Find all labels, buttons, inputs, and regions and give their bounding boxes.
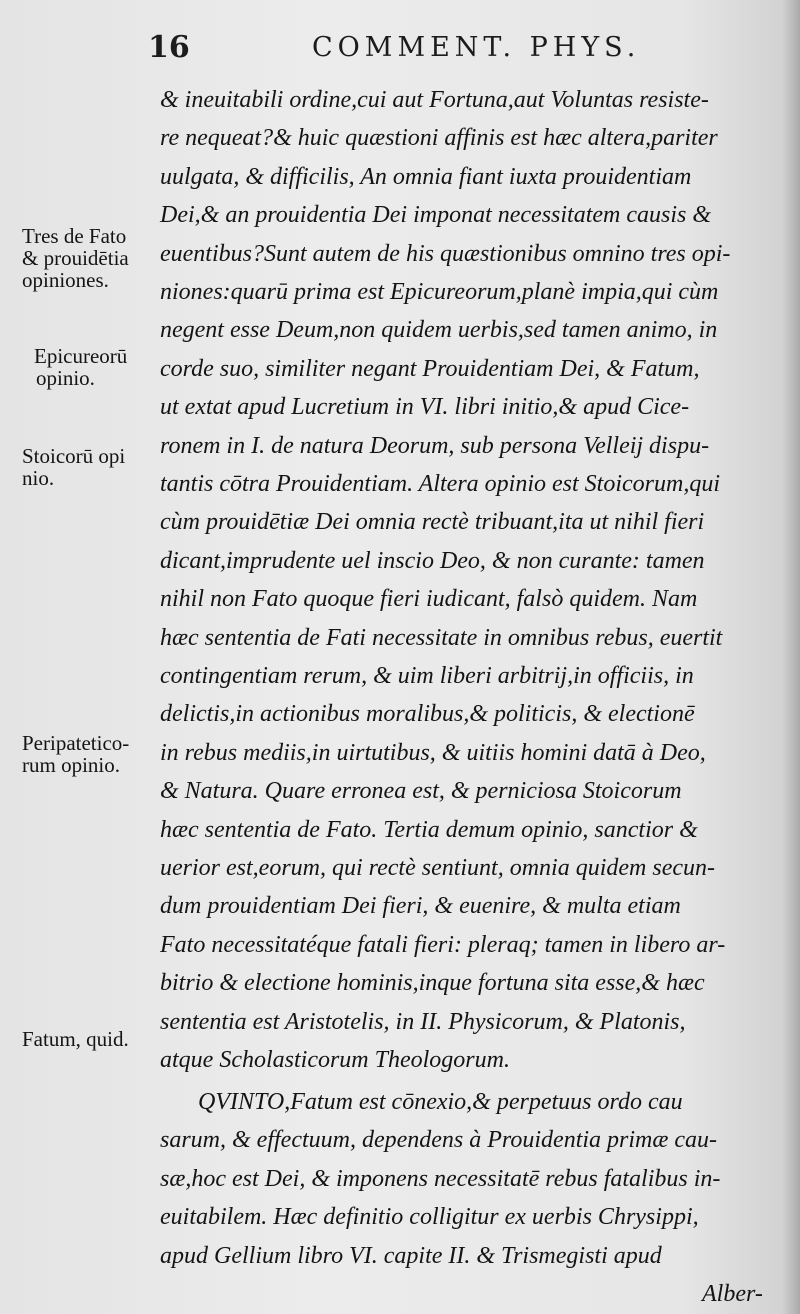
margin-note-line: Fatum, quid. bbox=[22, 1027, 129, 1051]
text-line: hæc sententia de Fati necessitate in omnibus rebus, euertit bbox=[160, 624, 723, 651]
text-line: corde suo, similiter negant Prouidentiam Dei, & Fatum, bbox=[160, 355, 700, 382]
text-line: niones:quarū prima est Epicureorum,planè impia,qui cùm bbox=[160, 279, 719, 305]
margin-note-fatum-quid bbox=[22, 1028, 160, 1050]
text-line: & ineuitabili ordine,cui aut Fortuna,aut Voluntas resiste- bbox=[160, 87, 709, 113]
margin-note-line: & prouidētia bbox=[22, 246, 129, 270]
text-line: apud Gellium libro VI. capite II. & Trismegisti apud bbox=[160, 1242, 662, 1269]
text-line: uerior est,eorum, qui rectè sentiunt, omnia quidem secun- bbox=[160, 855, 716, 881]
text-line: uulgata, & difficilis, An omnia fiant iuxta prouidentiam bbox=[160, 163, 692, 190]
text-line: re nequeat?& huic quæstioni affinis est hæc altera,pariter bbox=[160, 125, 718, 152]
text-line: ut extat apud Lucretium in VI. libri initio,& apud Cice- bbox=[160, 394, 690, 421]
text-line: euitabilem. Hæc definitio colligitur ex uerbis Chrysippi, bbox=[160, 1204, 699, 1231]
margin-note-line: Stoicorū opi bbox=[22, 444, 126, 468]
margin-note-peripateticorum bbox=[22, 732, 160, 776]
text-line: contingentiam rerum, & uim liberi arbitrij,in officiis, in bbox=[160, 663, 694, 689]
margin-note-line: nio. bbox=[22, 466, 55, 490]
catchword: Alber- bbox=[702, 1281, 763, 1307]
page-header bbox=[0, 30, 800, 74]
text-line: negent esse Deum,non quidem uerbis,sed tamen animo, in bbox=[160, 317, 718, 344]
text-line: sæ,hoc est Dei, & imponens necessitatē rebus fatalibus in- bbox=[160, 1165, 721, 1192]
running-title: COMMENT. PHYS. bbox=[312, 32, 641, 63]
margin-note-line: rum opinio. bbox=[22, 753, 120, 777]
text-line: QVINTO,Fatum est cōnexio,& perpetuus ordo cau bbox=[198, 1089, 683, 1115]
margin-note-line: Epicureorū bbox=[34, 344, 128, 368]
text-line: ronem in I. de natura Deorum, sub persona Velleij dispu- bbox=[160, 432, 710, 459]
text-line: bitrio & electione hominis,inque fortuna sita esse,& hæc bbox=[160, 970, 705, 997]
page-edge-shadow bbox=[782, 0, 800, 1314]
text-line: atque Scholasticorum Theologorum. bbox=[160, 1047, 510, 1073]
margin-note-line: Tres de Fato bbox=[22, 224, 127, 248]
text-line: sarum, & effectuum, dependens à Prouidentia primæ cau- bbox=[160, 1127, 718, 1154]
margin-note-line: Peripatetico- bbox=[22, 731, 130, 755]
margin-note-line: opinio. bbox=[36, 366, 95, 390]
text-line: Fato necessitatéque fatali fieri: pleraq; tamen in libero ar- bbox=[160, 931, 726, 958]
text-line: & Natura. Quare erronea est, & perniciosa Stoicorum bbox=[160, 778, 682, 805]
margin-note-line: opiniones. bbox=[22, 268, 109, 292]
text-line: cùm prouidētiæ Dei omnia rectè tribuant,ita ut nihil fieri bbox=[160, 509, 705, 536]
margin-note-stoicorum bbox=[22, 445, 160, 489]
text-line: in rebus mediis,in uirtutibus, & uitiis homini datā à Deo, bbox=[160, 739, 706, 766]
text-line: delictis,in actionibus moralibus,& politicis, & electionē bbox=[160, 701, 695, 728]
text-line: nihil non Fato quoque fieri iudicant, falsò quidem. Nam bbox=[160, 586, 698, 613]
margin-note-epicureorum bbox=[34, 345, 172, 389]
text-line: Dei,& an prouidentia Dei imponat necessitatem causis & bbox=[160, 202, 712, 229]
margin-note-tres-opiniones bbox=[22, 225, 160, 291]
text-line: tantis cōtra Prouidentiam. Altera opinio est Stoicorum,qui bbox=[160, 471, 720, 497]
text-line: sententia est Aristotelis, in II. Physicorum, & Platonis, bbox=[160, 1008, 686, 1035]
text-line: dicant,imprudente uel inscio Deo, & non curante: tamen bbox=[160, 547, 705, 574]
page-number: 16 bbox=[148, 30, 190, 65]
text-line: euentibus?Sunt autem de his quæstionibus omnino tres opi- bbox=[160, 240, 731, 267]
text-line: hæc sententia de Fato. Tertia demum opinio, sanctior & bbox=[160, 816, 698, 843]
text-line: dum prouidentiam Dei fieri, & euenire, & multa etiam bbox=[160, 893, 681, 920]
